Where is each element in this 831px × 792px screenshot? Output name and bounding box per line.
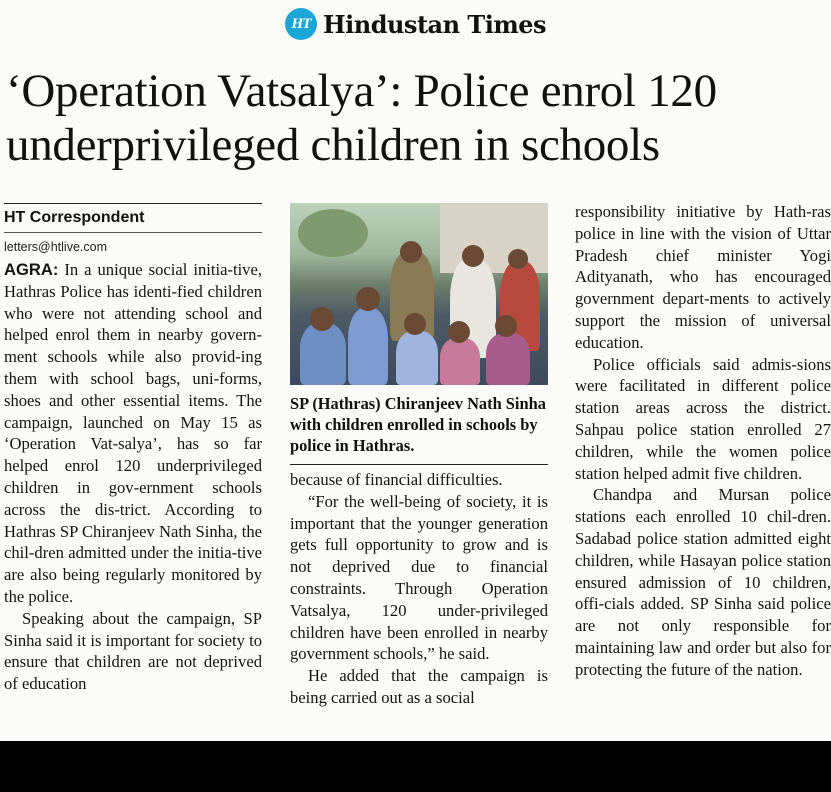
- dateline: AGRA:: [4, 260, 59, 279]
- news-photo: [290, 203, 548, 385]
- article-column-2: [290, 203, 548, 709]
- article-paragraph: responsibility initiative by Hath-ras police in line with the vision of Uttar Pradesh chief minister Yogi Adityanath, who has encouraged government depart-ments to actively support the mission of universal education.: [575, 202, 831, 352]
- publication-name: Hindustan Times: [322, 9, 547, 39]
- article-paragraph: Police officials said admis-sions were facilitated in different police station areas across the district. Sahpau police station enrolled 27 children, while the women police station helped admit five children.: [575, 354, 831, 483]
- photo-child: [348, 308, 388, 385]
- photo-child-head: [404, 313, 426, 335]
- photo-person-head: [508, 249, 528, 269]
- byline-author: HT Correspondent: [4, 209, 145, 226]
- photo-background-wall: [440, 203, 548, 273]
- photo-child: [300, 323, 346, 385]
- photo-child-head: [495, 315, 517, 337]
- photo-child: [486, 333, 530, 385]
- article-paragraph: “For the well-being of society, it is important that the younger generation gets full opportunity to grow and is not deprived due to financial constraints. Through Operation Vatsalya, 120 under-privileged children have been enrolled in nearby government schools,” he said.: [290, 491, 548, 664]
- byline-email: letters@htlive.com: [4, 240, 107, 254]
- caption-rule: [290, 464, 548, 465]
- article-paragraph: [4, 259, 262, 608]
- paragraph-text: In a unique social initia-tive, Hathras Police has identi-fied children who were not attending school and helped enrol them in nearby govern-ment schools while also provid-ing them with school bags, uni-forms, shoes and other essential items. The campaign, launched on May 15 as ‘Operation Vat-salya’, has so far helped enrol 120 underprivileged children in gov-ernment schools across the dis-trict. According to Hathras SP Chiranjeev Nath Sinha, the chil-dren admitted under the initia-tive are also being regularly monitored by the police.: [4, 260, 262, 606]
- article-paragraph: because of financial difficulties.: [290, 470, 503, 489]
- ht-logo-icon: HT: [285, 8, 317, 40]
- headline: ‘Operation Vatsalya’: Police enrol 120 underprivileged children in schools: [6, 65, 717, 171]
- masthead: [0, 6, 831, 42]
- photo-person-head: [462, 245, 484, 267]
- photo-caption: SP (Hathras) Chiranjeev Nath Sinha with children enrolled in schools by police in Hathras.: [290, 394, 546, 455]
- photo-child: [396, 331, 438, 385]
- article-paragraph: Speaking about the campaign, SP Sinha said it is important for society to ensure that children are not deprived of education: [4, 608, 262, 694]
- photo-person-head: [400, 241, 422, 263]
- photo-child: [440, 338, 480, 385]
- photo-child-head: [448, 321, 470, 343]
- photo-child-head: [356, 287, 380, 311]
- article-paragraph: He added that the campaign is being carried out as a social: [290, 666, 548, 707]
- article-column-1: [4, 203, 262, 695]
- photo-child-head: [310, 307, 334, 331]
- article-paragraph: Chandpa and Mursan police stations each enrolled 10 chil-dren. Sadabad police station admitted eight children, while Hasayan police station ensured admission of 10 children, offi-cials added. SP Sinha said police are not only responsible for maintaining law and order but also for protecting the future of the nation.: [575, 485, 831, 679]
- photo-tree: [298, 209, 368, 257]
- article-column-3: [575, 201, 831, 681]
